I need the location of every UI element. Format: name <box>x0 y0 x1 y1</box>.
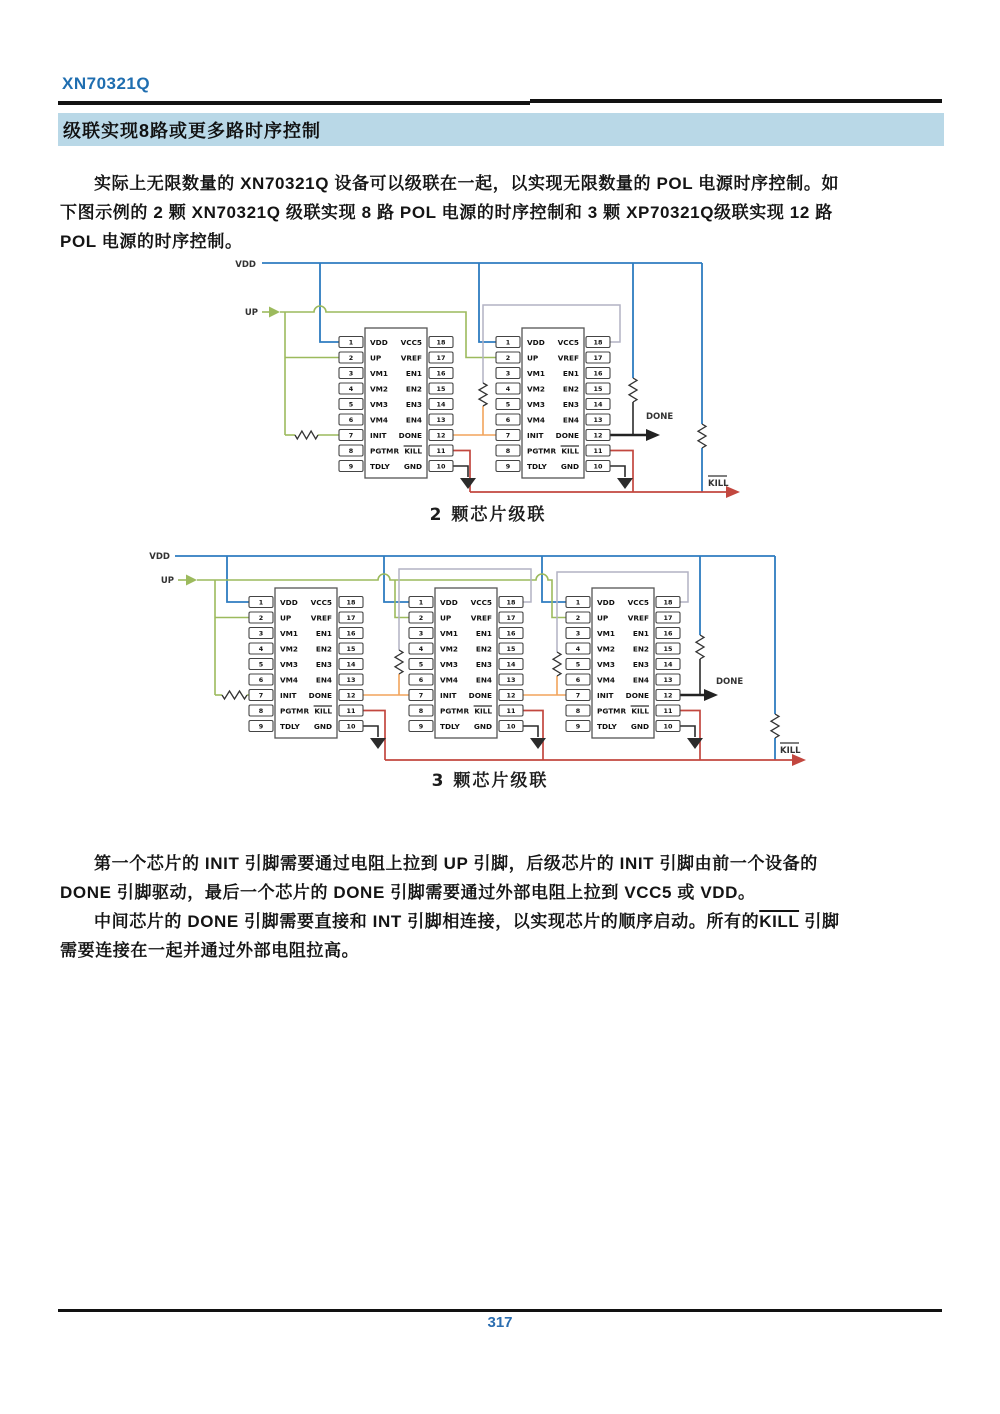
pin-number: 13 <box>663 676 673 685</box>
pin-name: VM1 <box>370 368 388 378</box>
text-segment: 下图示例的 2 颗 XN70321Q 级联实现 8 路 POL 电源的时序控制和 3 颗 XP70321Q级联实现 12 路 <box>60 203 833 222</box>
text-segment: 实际上无限数量的 XN70321Q 设备可以级联在一起，以实现无限数量的 POL 电源时序控制。如 <box>94 174 840 193</box>
pin-number: 5 <box>258 660 264 669</box>
pin-name: VM1 <box>280 628 298 638</box>
pin-number: 15 <box>506 645 516 654</box>
pin-number: 7 <box>505 431 511 440</box>
pin-name: GND <box>313 721 332 731</box>
pin-number: 12 <box>436 431 446 440</box>
pin-name: VM1 <box>440 628 458 638</box>
pin-name: DONE <box>308 690 332 700</box>
pin-name: VM4 <box>527 415 545 425</box>
pin-name: UP <box>597 613 609 623</box>
footer-rule <box>58 1309 942 1312</box>
pin-number: 5 <box>505 400 511 409</box>
text-line <box>60 936 946 965</box>
pin-number: 4 <box>258 645 264 654</box>
vdd-label: VDD <box>149 552 170 562</box>
up-label: UP <box>160 576 174 586</box>
pin-name: GND <box>473 721 492 731</box>
text-segment: 中间芯片的 DONE 引脚需要直接和 INT 引脚相连接，以实现芯片的顺序启动。所有的 <box>94 912 760 931</box>
pin-name: EN1 <box>475 628 492 638</box>
pin-number: 11 <box>436 447 446 456</box>
pin-name: PGTMR <box>370 446 400 456</box>
pin-number: 7 <box>348 431 354 440</box>
resistor <box>295 431 318 439</box>
diagram-2chip-cascade <box>235 260 740 525</box>
pin-number: 3 <box>348 369 354 378</box>
pin-name: GND <box>560 461 579 471</box>
pin-number: 1 <box>258 598 264 607</box>
kill-label: KILL <box>708 479 729 489</box>
pin-number: 4 <box>348 385 354 394</box>
pin-number: 8 <box>418 707 424 716</box>
text-segment: POL 电源的时序控制。 <box>60 232 243 251</box>
pin-name: VM4 <box>370 415 388 425</box>
pin-name: VM2 <box>527 384 545 394</box>
pin-name: DONE <box>468 690 492 700</box>
pin-name: EN3 <box>405 399 422 409</box>
pin-name: INIT <box>527 430 544 440</box>
pin-name: EN2 <box>475 644 492 654</box>
pin-name: VREF <box>557 353 579 363</box>
pin-number: 2 <box>348 354 354 363</box>
kill-label: KILL <box>780 746 801 756</box>
pin-number: 8 <box>575 707 581 716</box>
pin-number: 15 <box>436 385 446 394</box>
pin-name: TDLY <box>527 461 547 471</box>
pin-number: 5 <box>418 660 424 669</box>
pin-name: UP <box>440 613 452 623</box>
pin-number: 17 <box>593 354 603 363</box>
pin-name: UP <box>370 353 382 363</box>
pin-number: 3 <box>505 369 511 378</box>
pin-number: 1 <box>505 338 511 347</box>
pin-name: VM3 <box>597 659 615 669</box>
pin-number: 11 <box>506 707 516 716</box>
pin-number: 6 <box>505 416 511 425</box>
pin-name: VM1 <box>597 628 615 638</box>
pin-number: 3 <box>575 629 581 638</box>
pin-number: 11 <box>593 447 603 456</box>
pin-name: DONE <box>398 430 422 440</box>
pin-name: EN3 <box>562 399 579 409</box>
up-label: UP <box>244 308 258 318</box>
pin-name: VM4 <box>597 675 615 685</box>
pin-name: VREF <box>400 353 422 363</box>
up-arrow <box>269 307 280 318</box>
pin-name: KILL <box>314 706 332 716</box>
pin-number: 15 <box>663 645 673 654</box>
pin-name: VCC5 <box>627 597 649 607</box>
pin-number: 11 <box>346 707 356 716</box>
pin-number: 12 <box>663 691 673 700</box>
chip-ic-2 <box>496 328 610 478</box>
pin-name: EN4 <box>632 675 649 685</box>
pin-name: EN1 <box>562 368 579 378</box>
pin-number: 6 <box>348 416 354 425</box>
pin-name: VDD <box>440 597 458 607</box>
text-line <box>60 878 946 907</box>
pin-number: 17 <box>506 614 516 623</box>
pin-name: EN3 <box>475 659 492 669</box>
resistor <box>698 424 706 448</box>
pin-number: 2 <box>258 614 264 623</box>
resistor <box>222 691 247 699</box>
pin-number: 17 <box>346 614 356 623</box>
pin-number: 15 <box>346 645 356 654</box>
pin-name: TDLY <box>440 721 460 731</box>
pin-number: 13 <box>436 416 446 425</box>
pin-name: EN1 <box>315 628 332 638</box>
pin-name: KILL <box>631 706 649 716</box>
pin-number: 9 <box>575 722 581 731</box>
pin-number: 7 <box>418 691 424 700</box>
pin-number: 13 <box>346 676 356 685</box>
text-line <box>60 907 946 936</box>
pin-name: VREF <box>627 613 649 623</box>
pin-name: VM3 <box>280 659 298 669</box>
text-line <box>60 849 946 878</box>
chip-ic-1 <box>339 328 453 478</box>
text-segment: 需要连接在一起并通过外部电阻拉高。 <box>60 941 360 960</box>
pin-name: EN4 <box>405 415 422 425</box>
pin-number: 6 <box>258 676 264 685</box>
pin-name: VCC5 <box>310 597 332 607</box>
pin-number: 12 <box>506 691 516 700</box>
pin-number: 11 <box>663 707 673 716</box>
chip-ic-3 <box>566 588 680 738</box>
pin-name: VDD <box>527 337 545 347</box>
pin-number: 18 <box>346 598 356 607</box>
pin-name: VM1 <box>527 368 545 378</box>
pin-name: VCC5 <box>400 337 422 347</box>
pin-name: EN3 <box>632 659 649 669</box>
pin-number: 8 <box>505 447 511 456</box>
pin-number: 14 <box>436 400 446 409</box>
pin-number: 9 <box>505 462 511 471</box>
pin-number: 12 <box>346 691 356 700</box>
pin-name: VREF <box>310 613 332 623</box>
done-arrow <box>646 429 660 441</box>
pin-number: 4 <box>418 645 424 654</box>
pin-number: 14 <box>506 660 516 669</box>
resistor <box>629 378 637 402</box>
pin-number: 16 <box>506 629 516 638</box>
pin-number: 5 <box>348 400 354 409</box>
pin-name: VM2 <box>440 644 458 654</box>
done-arrow <box>704 689 718 701</box>
pin-number: 9 <box>348 462 354 471</box>
pin-number: 13 <box>506 676 516 685</box>
done-cascade-net <box>453 406 496 435</box>
ground-symbol <box>363 726 386 749</box>
note-paragraph-2 <box>60 907 946 965</box>
pin-number: 10 <box>346 722 356 731</box>
pin-name: VM2 <box>597 644 615 654</box>
pin-number: 1 <box>418 598 424 607</box>
pin-name: VM3 <box>440 659 458 669</box>
pin-name: PGTMR <box>440 706 470 716</box>
pin-name: KILL <box>404 446 422 456</box>
text-segment: 第一个芯片的 INIT 引脚需要通过电阻上拉到 UP 引脚，后级芯片的 INIT 引脚由前一个设备的 <box>94 854 818 873</box>
pin-number: 12 <box>593 431 603 440</box>
pin-name: EN1 <box>632 628 649 638</box>
pin-name: VREF <box>470 613 492 623</box>
pin-name: EN2 <box>315 644 332 654</box>
pin-name: VM2 <box>370 384 388 394</box>
section-title: 级联实现8路或更多路时序控制 <box>63 120 322 141</box>
pin-name: GND <box>403 461 422 471</box>
figure-caption: 2 颗芯片级联 <box>429 505 547 525</box>
pin-name: INIT <box>597 690 614 700</box>
pin-name: VM4 <box>280 675 298 685</box>
chip-ic-2 <box>409 588 523 738</box>
pin-name: EN2 <box>632 644 649 654</box>
pin-number: 10 <box>436 462 446 471</box>
pin-number: 2 <box>505 354 511 363</box>
pin-number: 16 <box>346 629 356 638</box>
pin-number: 5 <box>575 660 581 669</box>
pin-name: PGTMR <box>280 706 310 716</box>
pin-name: TDLY <box>597 721 617 731</box>
pin-name: VM3 <box>527 399 545 409</box>
ground-symbol <box>610 466 633 489</box>
pin-number: 6 <box>418 676 424 685</box>
diagram-3chip-cascade <box>149 552 806 791</box>
pin-number: 7 <box>258 691 264 700</box>
pin-name: INIT <box>370 430 387 440</box>
pin-number: 8 <box>348 447 354 456</box>
pin-name: VM3 <box>370 399 388 409</box>
pin-number: 18 <box>593 338 603 347</box>
pin-name: VDD <box>280 597 298 607</box>
pin-number: 1 <box>575 598 581 607</box>
pin-name: TDLY <box>370 461 390 471</box>
pin-name: EN2 <box>405 384 422 394</box>
pin-number: 18 <box>663 598 673 607</box>
pin-number: 16 <box>593 369 603 378</box>
done-label: DONE <box>716 677 744 687</box>
resistor <box>696 635 704 659</box>
pin-number: 8 <box>258 707 264 716</box>
pin-number: 13 <box>593 416 603 425</box>
pin-number: 18 <box>506 598 516 607</box>
pin-name: KILL <box>474 706 492 716</box>
pin-name: EN3 <box>315 659 332 669</box>
pin-number: 4 <box>575 645 581 654</box>
pin-number: 3 <box>258 629 264 638</box>
pin-name: INIT <box>440 690 457 700</box>
pin-name: VDD <box>597 597 615 607</box>
pin-number: 16 <box>436 369 446 378</box>
vdd-net <box>262 263 702 492</box>
pin-number: 14 <box>663 660 673 669</box>
text-segment: 引脚 <box>799 912 840 931</box>
pin-name: GND <box>630 721 649 731</box>
notes-block <box>60 849 946 965</box>
pin-name: EN2 <box>562 384 579 394</box>
pin-number: 2 <box>418 614 424 623</box>
doc-title: XN70321Q <box>62 74 151 93</box>
pin-number: 9 <box>258 722 264 731</box>
pin-number: 3 <box>418 629 424 638</box>
pin-name: EN4 <box>475 675 492 685</box>
pin-name: VCC5 <box>470 597 492 607</box>
pin-name: VDD <box>370 337 388 347</box>
page-number: 317 <box>487 1314 513 1331</box>
pin-number: 17 <box>663 614 673 623</box>
vdd-label: VDD <box>235 260 256 270</box>
pin-name: KILL <box>561 446 579 456</box>
up-arrow <box>186 575 197 586</box>
chip-ic-1 <box>249 588 363 738</box>
pin-name: TDLY <box>280 721 300 731</box>
figure-caption: 3 颗芯片级联 <box>431 771 549 791</box>
pin-name: EN4 <box>562 415 579 425</box>
text-segment: DONE 引脚驱动，最后一个芯片的 DONE 引脚需要通过外部电阻上拉到 VCC5 或 VDD。 <box>60 883 756 902</box>
pin-number: 16 <box>663 629 673 638</box>
done-label: DONE <box>646 412 674 422</box>
pin-name: UP <box>280 613 292 623</box>
pin-name: EN1 <box>405 368 422 378</box>
pin-number: 6 <box>575 676 581 685</box>
resistor <box>479 383 487 406</box>
pin-name: VCC5 <box>557 337 579 347</box>
pin-number: 4 <box>505 385 511 394</box>
ground-symbol <box>453 466 476 489</box>
kill-net <box>453 451 740 499</box>
pin-number: 10 <box>663 722 673 731</box>
pin-number: 2 <box>575 614 581 623</box>
resistor <box>771 714 779 738</box>
kill-net <box>363 711 806 767</box>
pin-name: EN4 <box>315 675 332 685</box>
pin-number: 10 <box>593 462 603 471</box>
pin-name: UP <box>527 353 539 363</box>
pin-number: 9 <box>418 722 424 731</box>
overlined-text: KILL <box>759 912 800 931</box>
pin-number: 14 <box>593 400 603 409</box>
done-output-net <box>680 659 718 701</box>
pin-name: PGTMR <box>527 446 557 456</box>
pin-number: 17 <box>436 354 446 363</box>
pin-number: 7 <box>575 691 581 700</box>
pin-number: 10 <box>506 722 516 731</box>
pin-name: VM4 <box>440 675 458 685</box>
pin-number: 18 <box>436 338 446 347</box>
note-paragraph-1 <box>60 849 946 907</box>
resistor <box>395 650 403 674</box>
pin-name: PGTMR <box>597 706 627 716</box>
pin-name: DONE <box>555 430 579 440</box>
pin-name: VM2 <box>280 644 298 654</box>
pin-number: 14 <box>346 660 356 669</box>
pin-name: INIT <box>280 690 297 700</box>
pin-number: 1 <box>348 338 354 347</box>
pin-name: DONE <box>625 690 649 700</box>
pin-number: 15 <box>593 385 603 394</box>
resistor <box>553 652 561 676</box>
